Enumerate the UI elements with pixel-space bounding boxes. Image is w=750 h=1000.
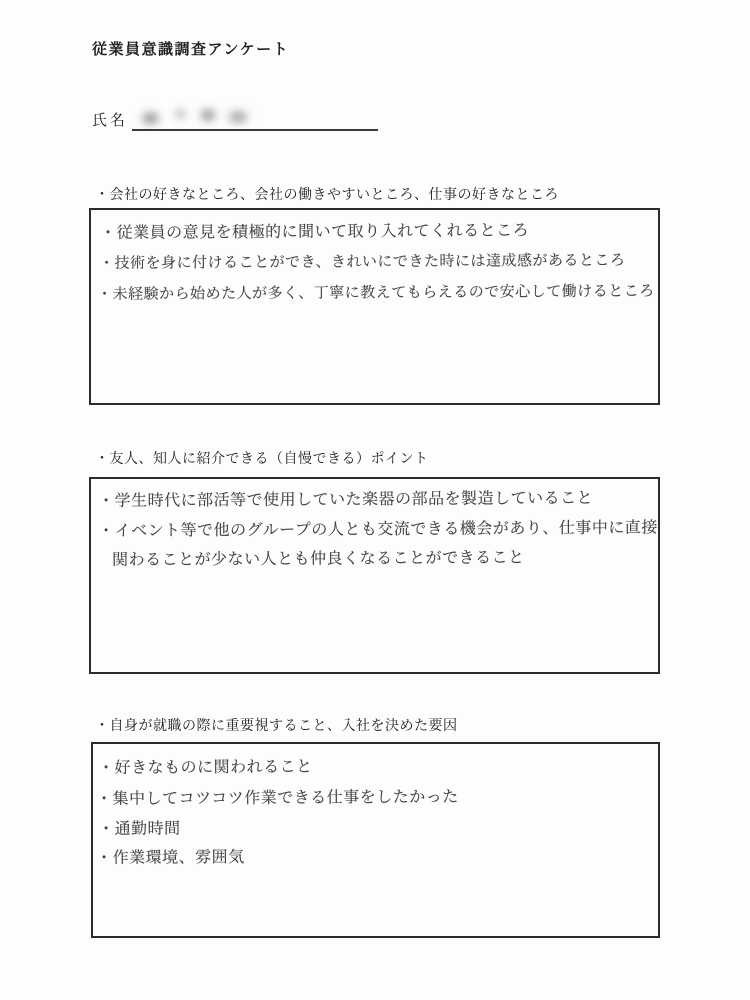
handwritten-answer: ・集中してコツコツ作業できる仕事をしたかった: [96, 786, 459, 808]
section-1-header: ・会社の好きなところ、会社の働きやすいところ、仕事の好きなところ: [95, 187, 559, 203]
handwritten-answer-continuation: 関わることが少ない人とも仲良くなることができること: [112, 547, 525, 569]
handwritten-answer: ・学生時代に部活等で使用していた楽器の部品を製造していること: [98, 487, 594, 510]
handwritten-answer: ・未経験から始めた人が多く、丁寧に教えてもらえるので安心して働けるところ: [97, 281, 655, 303]
handwritten-answer: ・好きなものに関われること: [98, 756, 313, 777]
handwritten-answer: ・イベント等で他のグループの人とも交流できる機会があり、仕事中に直接: [98, 517, 658, 540]
handwritten-answer: ・従業員の意見を積極的に聞いて取り入れてくれるところ: [100, 220, 530, 242]
handwritten-answer: ・作業環境、雰囲気: [96, 847, 245, 867]
name-underline: [132, 129, 378, 131]
section-3-header: ・自身が就職の際に重要視すること、入社を決めた要因: [95, 718, 458, 734]
page-title: 従業員意識調査アンケート: [92, 40, 290, 58]
name-field-label: 氏名: [92, 111, 129, 129]
section-2-header: ・友人、知人に紹介できる（自慢できる）ポイント: [95, 451, 429, 467]
handwritten-answer: ・技術を身に付けることができ、きれいにできた時には達成感があるところ: [99, 250, 626, 272]
handwritten-answer: ・通勤時間: [98, 818, 181, 838]
redacted-name-blur: [136, 99, 256, 130]
